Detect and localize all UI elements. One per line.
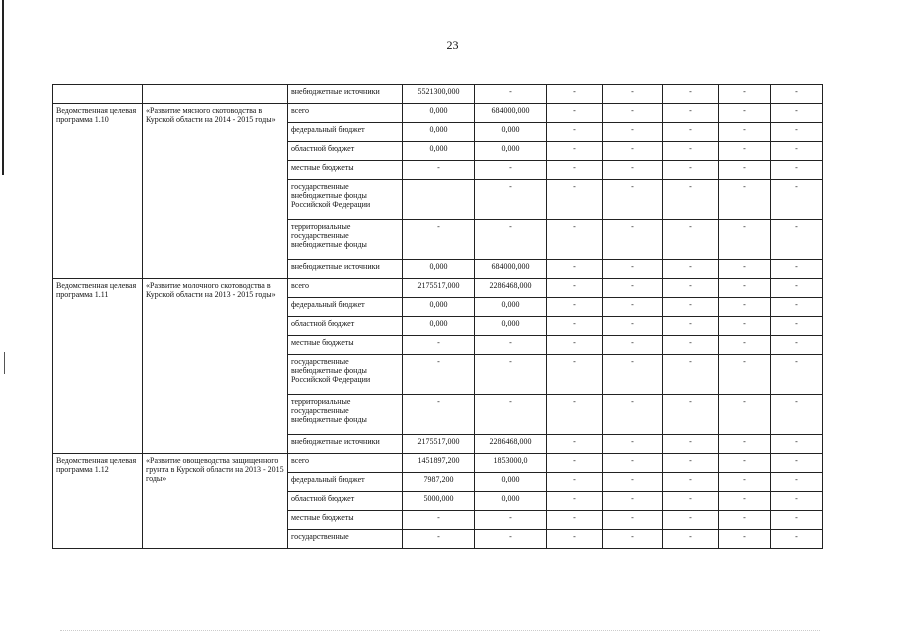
year-value-cell: - [547, 435, 603, 454]
amount-cell: - [475, 395, 547, 435]
funding-source-cell: внебюджетные источники [288, 260, 403, 279]
year-value-cell: - [603, 395, 663, 435]
page-number: 23 [446, 38, 459, 52]
funding-source-cell: всего [288, 279, 403, 298]
year-value-cell: - [719, 336, 771, 355]
year-value-cell: - [663, 317, 719, 336]
program-code-cell: Ведомственная целевая программа 1.11 [53, 279, 143, 454]
year-value-cell: - [547, 279, 603, 298]
amount-cell: - [475, 336, 547, 355]
year-value-cell: - [771, 161, 823, 180]
amount-cell: 1853000,0 [475, 454, 547, 473]
year-value-cell: - [719, 395, 771, 435]
year-value-cell: - [719, 85, 771, 104]
amount-cell: - [403, 355, 475, 395]
year-value-cell: - [603, 317, 663, 336]
table-row [53, 279, 823, 298]
year-value-cell: - [663, 511, 719, 530]
year-value-cell: - [547, 355, 603, 395]
year-value-cell: - [719, 298, 771, 317]
amount-cell: 5521300,000 [403, 85, 475, 104]
year-value-cell: - [547, 454, 603, 473]
amount-cell: - [475, 220, 547, 260]
amount-cell: 2175517,000 [403, 435, 475, 454]
year-value-cell: - [603, 454, 663, 473]
year-value-cell: - [771, 298, 823, 317]
year-value-cell: - [719, 220, 771, 260]
year-value-cell: - [547, 317, 603, 336]
funding-source-cell: территориальные государственные внебюджетные фонды [288, 395, 403, 435]
amount-cell: - [403, 395, 475, 435]
year-value-cell: - [663, 180, 719, 220]
funding-source-cell: областной бюджет [288, 142, 403, 161]
year-value-cell: - [547, 142, 603, 161]
scan-bottom-noise [60, 630, 820, 633]
year-value-cell: - [719, 355, 771, 395]
year-value-cell: - [547, 492, 603, 511]
year-value-cell: - [663, 104, 719, 123]
budget-table [52, 84, 823, 549]
year-value-cell: - [547, 220, 603, 260]
year-value-cell: - [719, 104, 771, 123]
year-value-cell: - [771, 435, 823, 454]
amount-cell: 0,000 [475, 317, 547, 336]
year-value-cell: - [771, 355, 823, 395]
year-value-cell: - [603, 123, 663, 142]
year-value-cell: - [719, 142, 771, 161]
amount-cell [403, 180, 475, 220]
year-value-cell: - [663, 336, 719, 355]
year-value-cell: - [547, 298, 603, 317]
year-value-cell: - [603, 355, 663, 395]
program-code-cell [53, 85, 143, 104]
year-value-cell: - [547, 336, 603, 355]
year-value-cell: - [547, 161, 603, 180]
year-value-cell: - [719, 161, 771, 180]
amount-cell: - [403, 511, 475, 530]
amount-cell: 684000,000 [475, 260, 547, 279]
funding-source-cell: всего [288, 454, 403, 473]
year-value-cell: - [663, 473, 719, 492]
year-value-cell: - [663, 161, 719, 180]
year-value-cell: - [719, 435, 771, 454]
year-value-cell: - [603, 260, 663, 279]
year-value-cell: - [719, 492, 771, 511]
amount-cell: - [403, 530, 475, 549]
year-value-cell: - [547, 104, 603, 123]
table-row [53, 454, 823, 473]
year-value-cell: - [663, 395, 719, 435]
program-name-cell: «Развитие молочного скотоводства в Курской области на 2013 - 2015 годы» [143, 279, 288, 454]
year-value-cell: - [547, 123, 603, 142]
funding-source-cell: местные бюджеты [288, 336, 403, 355]
year-value-cell: - [603, 473, 663, 492]
year-value-cell: - [719, 454, 771, 473]
year-value-cell: - [603, 511, 663, 530]
year-value-cell: - [771, 180, 823, 220]
funding-source-cell: государственные [288, 530, 403, 549]
year-value-cell: - [719, 180, 771, 220]
year-value-cell: - [603, 279, 663, 298]
table-row [53, 85, 823, 104]
amount-cell: 684000,000 [475, 104, 547, 123]
amount-cell: 0,000 [403, 260, 475, 279]
amount-cell: - [403, 336, 475, 355]
amount-cell: 0,000 [475, 473, 547, 492]
year-value-cell: - [771, 336, 823, 355]
year-value-cell: - [719, 260, 771, 279]
year-value-cell: - [663, 123, 719, 142]
amount-cell: - [475, 85, 547, 104]
year-value-cell: - [771, 530, 823, 549]
funding-source-cell: федеральный бюджет [288, 298, 403, 317]
funding-source-cell: внебюджетные источники [288, 85, 403, 104]
year-value-cell: - [771, 492, 823, 511]
year-value-cell: - [547, 260, 603, 279]
amount-cell: 0,000 [475, 492, 547, 511]
amount-cell: 7987,200 [403, 473, 475, 492]
funding-source-cell: внебюджетные источники [288, 435, 403, 454]
amount-cell: 0,000 [475, 123, 547, 142]
year-value-cell: - [603, 180, 663, 220]
year-value-cell: - [603, 530, 663, 549]
year-value-cell: - [771, 279, 823, 298]
funding-source-cell: федеральный бюджет [288, 123, 403, 142]
year-value-cell: - [719, 530, 771, 549]
year-value-cell: - [663, 435, 719, 454]
program-name-cell: «Развитие овощеводства защищенного грунта в Курской области на 2013 - 2015 годы» [143, 454, 288, 549]
scan-edge-line [2, 0, 4, 175]
program-code-cell: Ведомственная целевая программа 1.10 [53, 104, 143, 279]
year-value-cell: - [771, 220, 823, 260]
funding-source-cell: федеральный бюджет [288, 473, 403, 492]
amount-cell: 2286468,000 [475, 435, 547, 454]
year-value-cell: - [719, 473, 771, 492]
year-value-cell: - [547, 180, 603, 220]
year-value-cell: - [547, 473, 603, 492]
year-value-cell: - [771, 473, 823, 492]
year-value-cell: - [603, 492, 663, 511]
year-value-cell: - [603, 336, 663, 355]
year-value-cell: - [663, 298, 719, 317]
year-value-cell: - [603, 298, 663, 317]
amount-cell: - [403, 161, 475, 180]
funding-source-cell: государственные внебюджетные фонды Российской Федерации [288, 355, 403, 395]
table-row [53, 104, 823, 123]
scan-edge-mark [4, 352, 5, 374]
year-value-cell: - [719, 279, 771, 298]
amount-cell: 0,000 [475, 298, 547, 317]
year-value-cell: - [771, 395, 823, 435]
amount-cell: 0,000 [475, 142, 547, 161]
year-value-cell: - [547, 511, 603, 530]
year-value-cell: - [663, 85, 719, 104]
year-value-cell: - [719, 511, 771, 530]
funding-source-cell: местные бюджеты [288, 511, 403, 530]
year-value-cell: - [771, 104, 823, 123]
year-value-cell: - [663, 220, 719, 260]
funding-source-cell: местные бюджеты [288, 161, 403, 180]
year-value-cell: - [771, 142, 823, 161]
amount-cell: - [403, 220, 475, 260]
amount-cell: 0,000 [403, 317, 475, 336]
program-name-cell [143, 85, 288, 104]
year-value-cell: - [663, 492, 719, 511]
amount-cell: - [475, 180, 547, 220]
amount-cell: 2175517,000 [403, 279, 475, 298]
amount-cell: 1451897,200 [403, 454, 475, 473]
program-name-cell: «Развитие мясного скотоводства в Курской области на 2014 - 2015 годы» [143, 104, 288, 279]
year-value-cell: - [771, 85, 823, 104]
amount-cell: - [475, 355, 547, 395]
year-value-cell: - [663, 355, 719, 395]
year-value-cell: - [663, 279, 719, 298]
year-value-cell: - [547, 395, 603, 435]
amount-cell: 0,000 [403, 123, 475, 142]
year-value-cell: - [663, 454, 719, 473]
year-value-cell: - [771, 511, 823, 530]
year-value-cell: - [603, 104, 663, 123]
year-value-cell: - [719, 317, 771, 336]
funding-source-cell: областной бюджет [288, 317, 403, 336]
budget-table-body [53, 85, 823, 549]
year-value-cell: - [603, 161, 663, 180]
year-value-cell: - [771, 317, 823, 336]
funding-source-cell: территориальные государственные внебюджетные фонды [288, 220, 403, 260]
amount-cell: - [475, 161, 547, 180]
amount-cell: 5000,000 [403, 492, 475, 511]
amount-cell: 0,000 [403, 142, 475, 161]
amount-cell: 0,000 [403, 298, 475, 317]
amount-cell: - [475, 511, 547, 530]
year-value-cell: - [663, 530, 719, 549]
year-value-cell: - [719, 123, 771, 142]
year-value-cell: - [547, 85, 603, 104]
funding-source-cell: областной бюджет [288, 492, 403, 511]
year-value-cell: - [771, 123, 823, 142]
funding-source-cell: всего [288, 104, 403, 123]
year-value-cell: - [663, 260, 719, 279]
amount-cell: 2286468,000 [475, 279, 547, 298]
program-code-cell: Ведомственная целевая программа 1.12 [53, 454, 143, 549]
amount-cell: - [475, 530, 547, 549]
year-value-cell: - [603, 220, 663, 260]
year-value-cell: - [771, 454, 823, 473]
year-value-cell: - [663, 142, 719, 161]
year-value-cell: - [547, 530, 603, 549]
year-value-cell: - [603, 85, 663, 104]
year-value-cell: - [603, 435, 663, 454]
year-value-cell: - [603, 142, 663, 161]
amount-cell: 0,000 [403, 104, 475, 123]
funding-source-cell: государственные внебюджетные фонды Российской Федерации [288, 180, 403, 220]
year-value-cell: - [771, 260, 823, 279]
